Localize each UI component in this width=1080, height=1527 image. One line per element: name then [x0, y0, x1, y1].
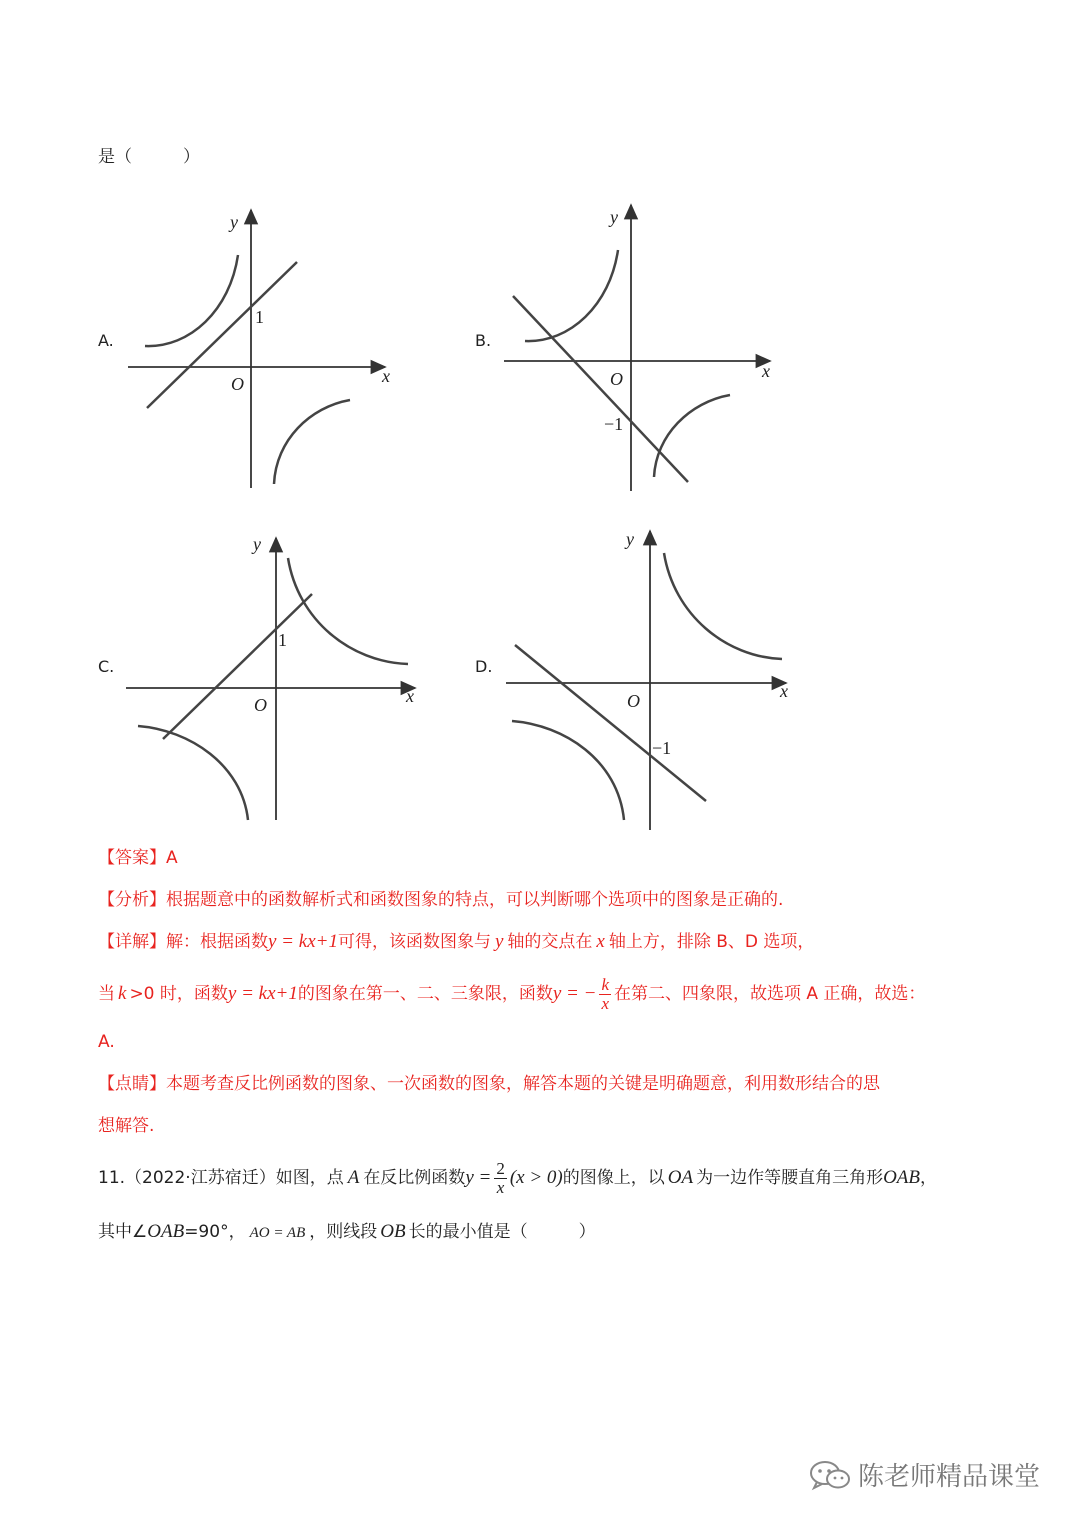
comment-text: 本题考查反比例函数的图象、一次函数的图象，解答本题的关键是明确题意，利用数形结合的思 [166, 1074, 880, 1094]
x-axis-label: x [406, 686, 414, 706]
intercept-label: −1 [652, 738, 672, 758]
origin-label: O [610, 369, 623, 389]
y-axis-label: y [253, 534, 261, 554]
q11-text: 为一边作等腰直角三角形 [696, 1168, 884, 1188]
detail-text: 当 [98, 984, 115, 1004]
line-kx-plus-1 [163, 594, 312, 739]
hyperbola-branch-upper-right [664, 553, 782, 659]
detail-text: 解：根据函数 [166, 932, 268, 952]
wechat-icon [808, 1458, 852, 1492]
triangle-oab: OAB [883, 1167, 921, 1188]
question-stem-tail: 是（ ） [98, 147, 200, 167]
detail-text: 可得，该函数图象与 [337, 932, 491, 952]
equation-lhs: y = [465, 1167, 492, 1188]
angle-oab: OAB [147, 1221, 185, 1242]
var-x: x [596, 931, 605, 952]
hyperbola-branch-upper-left [525, 250, 618, 341]
q11-line-1 [98, 1154, 937, 1202]
detail-text: 轴的交点在 [507, 932, 593, 952]
x-axis-label: x [780, 681, 788, 701]
detail-text: 的图象在第一、二、三象限，函数 [297, 984, 553, 1004]
origin-label: O [231, 374, 244, 394]
equation-ao-ab: AO = AB [249, 1225, 306, 1241]
fraction-denominator: x [496, 1177, 505, 1197]
q11-line-2 [98, 1220, 596, 1245]
x-axis-label: x [762, 361, 770, 381]
hyperbola-branch-lower-right [274, 400, 350, 484]
graph-option-b [500, 195, 790, 495]
var-k: k [118, 983, 127, 1004]
answer-tag: 【答案】 [98, 848, 166, 868]
origin-label: O [254, 695, 267, 715]
answer-value: A [166, 848, 178, 868]
comment-line-2: 想解答. [98, 1116, 155, 1136]
fraction-numerator: 2 [496, 1158, 505, 1178]
watermark [808, 1456, 1040, 1493]
q11-text: ， [920, 1168, 938, 1188]
fraction-numerator: k [601, 974, 609, 994]
fraction-2-over-x [494, 1160, 507, 1197]
detail-line-2 [98, 972, 925, 1016]
origin-label: O [627, 691, 640, 711]
detail-text: 轴上方，排除 B、D 选项， [608, 932, 815, 952]
answer-line [98, 846, 178, 870]
y-axis-label: y [626, 529, 634, 549]
q11-text: 11.（2022·江苏宿迁）如图，点 [98, 1168, 344, 1188]
hyperbola-branch-upper-right [288, 558, 408, 664]
equation-linear: y = kx+1 [268, 931, 338, 952]
watermark-text: 陈老师精品课堂 [858, 1462, 1041, 1492]
detail-line-1 [98, 930, 814, 954]
analysis-line [98, 888, 783, 912]
segment-oa: OA [667, 1167, 694, 1188]
graph-option-d [500, 525, 800, 835]
equation-linear: y = kx+1 [227, 983, 298, 1004]
detail-text: >0 时，函数 [129, 984, 228, 1004]
intercept-label: 1 [255, 307, 264, 327]
line-kx-plus-1 [147, 262, 297, 408]
q11-text: =90°， [184, 1222, 246, 1242]
intercept-label: 1 [278, 630, 287, 650]
equation-inverse-lhs: y = − [552, 983, 597, 1004]
var-y: y [494, 931, 504, 952]
q11-text: 其中∠ [98, 1222, 148, 1242]
q11-text: 长的最小值是（ ） [408, 1222, 596, 1242]
line-negative-slope [513, 296, 688, 482]
segment-ob: OB [380, 1221, 406, 1242]
fraction-k-over-x [599, 976, 611, 1013]
detail-tag: 【详解】 [98, 932, 166, 952]
y-axis-label: y [230, 212, 238, 232]
detail-text: 在第二、四象限，故选项 A 正确，故选： [613, 984, 926, 1004]
comment-tag: 【点睛】 [98, 1074, 166, 1094]
option-c-label: C. [98, 657, 115, 676]
q11-text: ，则线段 [309, 1222, 378, 1242]
option-b-label: B. [475, 331, 492, 350]
fraction-denominator: x [601, 993, 609, 1013]
q11-text: 的图像上，以 [562, 1168, 665, 1188]
graph-option-c [120, 530, 420, 825]
graph-option-a [120, 200, 400, 495]
hyperbola-branch-lower-left [138, 726, 248, 820]
y-axis-label: y [610, 207, 618, 227]
detail-line-3: A. [98, 1032, 115, 1052]
intercept-label: −1 [604, 414, 624, 434]
x-axis-label: x [382, 366, 390, 386]
option-a-label: A. [98, 331, 114, 350]
hyperbola-branch-lower-left [512, 721, 624, 820]
hyperbola-branch-lower-right [654, 395, 730, 477]
comment-line-1 [98, 1072, 880, 1096]
domain-condition: (x > 0) [509, 1167, 563, 1188]
analysis-tag: 【分析】 [98, 890, 166, 910]
analysis-text: 根据题意中的函数解析式和函数图象的特点，可以判断哪个选项中的图象是正确的. [166, 890, 784, 910]
option-d-label: D. [475, 657, 493, 676]
point-a: A [347, 1167, 360, 1188]
q11-text: 在反比例函数 [363, 1168, 466, 1188]
